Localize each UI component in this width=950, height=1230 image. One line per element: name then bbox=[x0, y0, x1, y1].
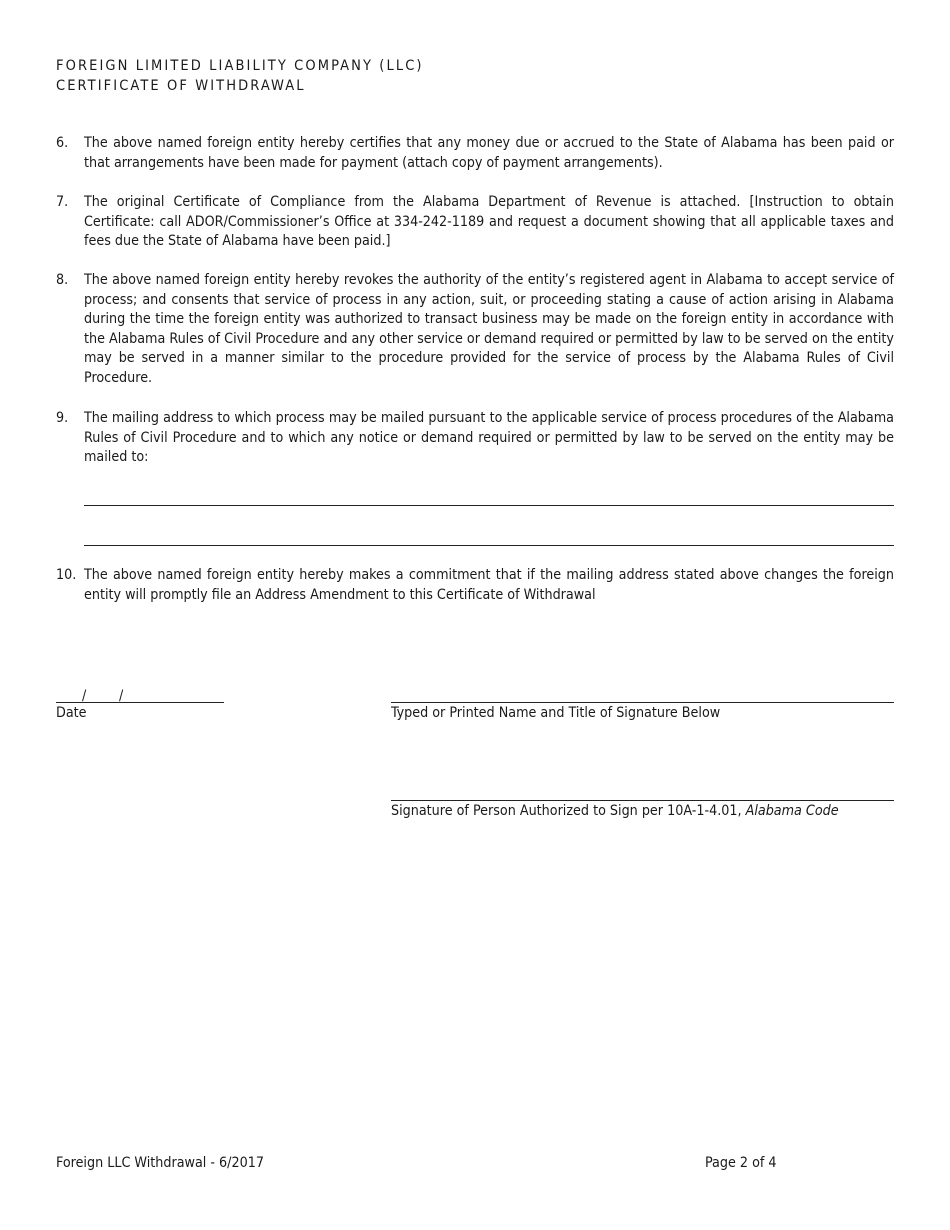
clause-7 bbox=[56, 193, 894, 252]
signature-field-line[interactable] bbox=[391, 800, 894, 801]
footer-page-number: Page 2 of 4 bbox=[705, 1155, 777, 1171]
clause-6 bbox=[56, 134, 894, 173]
date-separator: / bbox=[119, 688, 124, 704]
name-title-label: Typed or Printed Name and Title of Signature Below bbox=[391, 705, 721, 721]
clause-10 bbox=[56, 566, 894, 605]
mailing-address-line-1[interactable] bbox=[84, 505, 894, 506]
date-label: Date bbox=[56, 705, 87, 721]
mailing-address-line-2[interactable] bbox=[84, 545, 894, 546]
clause-text: The above named foreign entity hereby revokes the authority of the entity’s registered agent in Alabama to accept service of process; and consents that service of process in any action, suit, or proceeding stating a cause of action arising in Alabama during the time the foreign entity was authorized to transact business may be made on the foreign entity in accordance with the Alabama Rules of Civil Procedure and any other service or demand required or permitted by law to be served on the entity may be served in a manner similar to the procedure provided for the service of process by the Alabama Rules of Civil Procedure. bbox=[84, 272, 894, 386]
clause-number: 6. bbox=[56, 135, 69, 151]
clause-number: 8. bbox=[56, 272, 69, 288]
clause-text: The above named foreign entity hereby certifies that any money due or accrued to the State of Alabama has been paid or that arrangements have been made for payment (attach copy of payment arrangements). bbox=[84, 135, 894, 171]
form-subtitle: CERTIFICATE OF WITHDRAWAL bbox=[56, 78, 306, 94]
alabama-code-citation: Alabama Code bbox=[745, 803, 839, 819]
clause-number: 10. bbox=[56, 567, 77, 583]
clause-number: 7. bbox=[56, 194, 69, 210]
clause-number: 9. bbox=[56, 410, 69, 426]
clause-8 bbox=[56, 271, 894, 389]
signature-label-text: Signature of Person Authorized to Sign per 10A-1-4.01, bbox=[391, 803, 746, 819]
form-header bbox=[56, 56, 424, 96]
name-title-field-line[interactable] bbox=[391, 702, 894, 703]
footer-form-id: Foreign LLC Withdrawal - 6/2017 bbox=[56, 1155, 264, 1171]
form-title: FOREIGN LIMITED LIABILITY COMPANY (LLC) bbox=[56, 58, 424, 74]
clause-text: The above named foreign entity hereby makes a commitment that if the mailing address stated above changes the foreign entity will promptly file an Address Amendment to this Certificate of Withdrawal bbox=[84, 567, 894, 603]
clause-9 bbox=[56, 409, 894, 468]
clause-text: The original Certificate of Compliance from the Alabama Department of Revenue is attached. [Instruction to obtain Certificate: call ADOR/Commissioner’s Office at 334-242-1189 and request a document showing that all applicable taxes and fees due the State of Alabama have been paid.] bbox=[84, 194, 894, 250]
date-separator: / bbox=[82, 688, 87, 704]
signature-label bbox=[391, 802, 839, 821]
clause-text: The mailing address to which process may be mailed pursuant to the applicable service of process procedures of the Alabama Rules of Civil Procedure and to which any notice or demand required or permitted by law to be served on the entity may be mailed to: bbox=[84, 410, 894, 466]
